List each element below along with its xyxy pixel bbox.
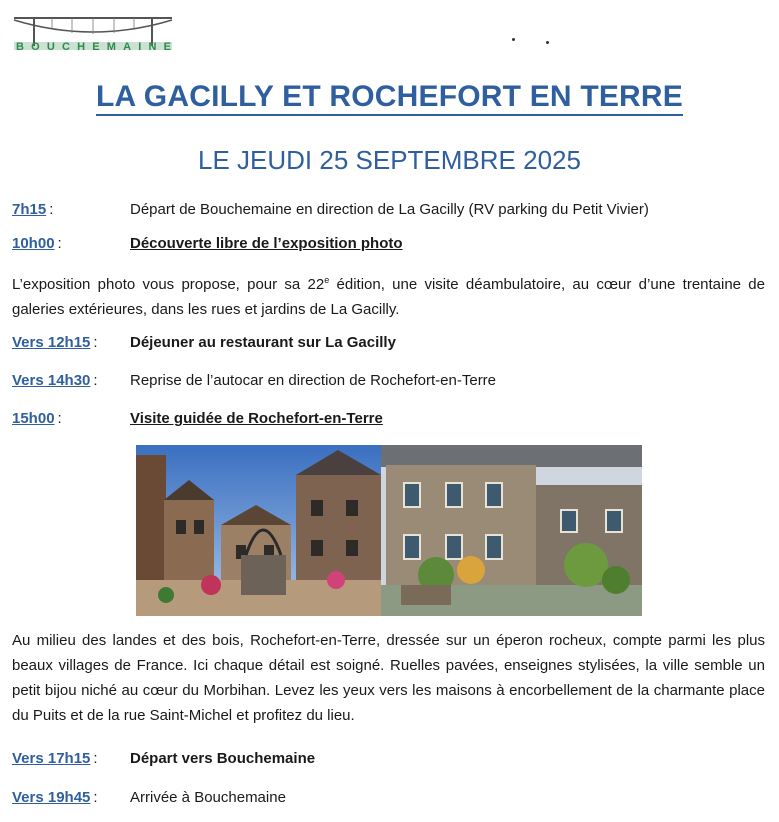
svg-text:BOUCHEMAINE: BOUCHEMAINE <box>16 41 171 52</box>
schedule-row: Vers 14h30 : Reprise de l’autocar en direction de Rochefort-en-Terre <box>12 372 497 389</box>
time-link[interactable]: 10h00 <box>12 235 55 252</box>
time-link[interactable]: 15h00 <box>12 410 55 427</box>
schedule-row: 10h00 : Découverte libre de l’exposition photo <box>12 235 403 252</box>
scan-speck <box>546 41 549 44</box>
scan-speck <box>512 38 515 41</box>
schedule-row: Vers 17h15 : Départ vers Bouchemaine <box>12 750 316 767</box>
time-link[interactable]: Vers 19h45 <box>12 789 91 806</box>
logo-bridge <box>12 8 177 52</box>
time-link[interactable]: Vers 12h15 <box>12 334 91 351</box>
schedule-text: Départ de Bouchemaine en direction de La Gacilly (RV parking du Petit Vivier) <box>130 201 649 218</box>
schedule-row: 7h15 : Départ de Bouchemaine en direction de La Gacilly (RV parking du Petit Vivier) <box>12 201 649 218</box>
schedule-row: 15h00 : Visite guidée de Rochefort-en-Terre <box>12 410 383 427</box>
schedule-text: Arrivée à Bouchemaine <box>130 789 286 806</box>
rochefort-paragraph: Au milieu des landes et des bois, Rochefort-en-Terre, dressée sur un éperon rocheux, compte parmi les plus beaux villages de France. Ici chaque détail est soigné. Ruelles pavées, enseignes stylisées, la ville semble un petit bijou niché au cœur du Morbihan. Levez les yeux vers les maisons à encorbellement de la charmante place du Puits et de la rue Saint-Michel et profitez du lieu. <box>12 632 765 724</box>
schedule-row: Vers 12h15 : Déjeuner au restaurant sur La Gacilly <box>12 334 396 351</box>
exposition-paragraph: L’exposition photo vous propose, pour sa 22e édition, une visite déambulatoire, au cœur d’une trentaine de galeries extérieures, dans les rues et jardins de La Gacilly. <box>12 275 765 318</box>
schedule-row: Vers 19h45 : Arrivée à Bouchemaine <box>12 789 286 806</box>
time-link[interactable]: 7h15 <box>12 201 47 218</box>
schedule-text: Reprise de l’autocar en direction de Rochefort-en-Terre <box>130 372 497 389</box>
schedule-text: Départ vers Bouchemaine <box>130 750 316 767</box>
time-link[interactable]: Vers 17h15 <box>12 750 91 767</box>
schedule-text: Découverte libre de l’exposition photo <box>130 235 403 252</box>
schedule-text: Visite guidée de Rochefort-en-Terre <box>130 410 383 427</box>
time-link[interactable]: Vers 14h30 <box>12 372 91 389</box>
rochefort-photo <box>136 445 642 616</box>
page-title: LA GACILLY ET ROCHEFORT EN TERRE <box>0 80 779 114</box>
event-date: LE JEUDI 25 SEPTEMBRE 2025 <box>198 145 581 175</box>
schedule-text: Déjeuner au restaurant sur La Gacilly <box>130 334 396 351</box>
